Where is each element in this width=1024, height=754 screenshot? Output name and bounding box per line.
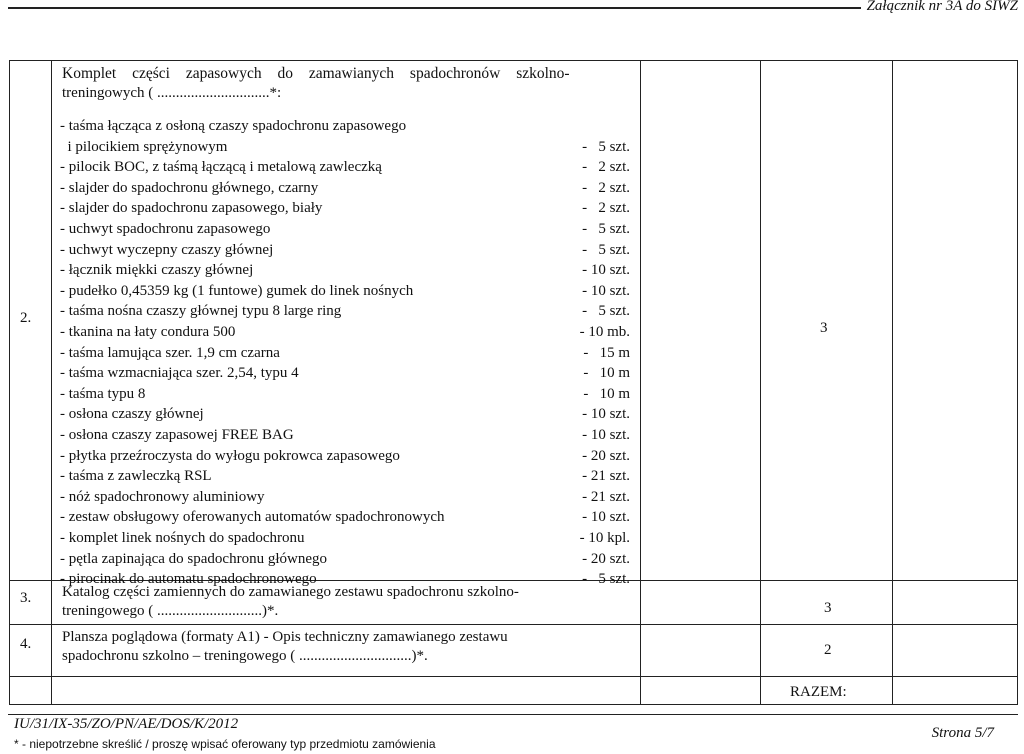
part-name: - płytka przeźroczysta do wyłogu pokrowca zapasowego — [60, 448, 400, 464]
part-name: - zestaw obsługowy oferowanych automatów spadochronowych — [60, 509, 445, 525]
list-item — [60, 446, 630, 466]
part-name: - taśma wzmacniająca szer. 2,54, typu 4 — [60, 365, 299, 381]
list-item — [60, 425, 630, 445]
part-quantity: - 5 szt. — [582, 242, 630, 258]
row-quantity: 2 — [824, 642, 832, 658]
part-name: - taśma typu 8 — [60, 386, 146, 402]
list-item — [60, 157, 630, 177]
part-name: - slajder do spadochronu zapasowego, biały — [60, 200, 323, 216]
part-quantity: - 5 szt. — [582, 303, 630, 319]
row-quantity: 3 — [820, 320, 828, 336]
part-quantity: - 5 szt. — [582, 139, 630, 155]
part-name: - uchwyt wyczepny czaszy głównej — [60, 242, 274, 258]
part-quantity: - 2 szt. — [582, 159, 630, 175]
part-quantity: - 10 szt. — [582, 283, 630, 299]
part-quantity: - 2 szt. — [582, 180, 630, 196]
row-number: 2. — [20, 310, 32, 326]
list-item — [60, 322, 630, 342]
part-name: - nóż spadochronowy aluminiowy — [60, 489, 265, 505]
part-quantity: - 10 szt. — [582, 262, 630, 278]
part-name: - osłona czaszy głównej — [60, 406, 204, 422]
list-item — [60, 466, 630, 486]
part-quantity: - 21 szt. — [582, 468, 630, 484]
document-code: IU/31/IX-35/ZO/PN/AE/DOS/K/2012 — [14, 716, 239, 732]
row-description-line2: spadochronu szkolno – treningowego ( ..............................)*. — [62, 648, 428, 664]
part-name: - tkanina na łaty condura 500 — [60, 324, 236, 340]
list-item — [60, 528, 630, 548]
list-item — [60, 178, 630, 198]
part-name: - pirocinak do automatu spadochronowego — [60, 571, 317, 587]
row-description-line2: treningowych ( ..............................*: — [62, 85, 282, 101]
part-quantity: - 5 szt. — [582, 571, 630, 587]
row-description-line1: Plansza poglądowa (formaty A1) - Opis techniczny zamawianego zestawu — [62, 629, 508, 645]
annex-title: Załącznik nr 3A do SIWZ — [861, 0, 1018, 15]
list-item — [60, 343, 630, 363]
row-number: 3. — [20, 590, 32, 606]
list-item — [60, 507, 630, 527]
list-item — [60, 487, 630, 507]
part-name: - taśma łącząca z osłoną czaszy spadochronu zapasowego — [60, 118, 407, 134]
part-name: - komplet linek nośnych do spadochronu — [60, 530, 305, 546]
row-number: 4. — [20, 636, 32, 652]
part-quantity: - 15 m — [583, 345, 630, 361]
list-item — [60, 219, 630, 239]
part-name: - taśma lamująca szer. 1,9 cm czarna — [60, 345, 280, 361]
page-number: Strona 5/7 — [931, 725, 994, 741]
part-quantity: - 5 szt. — [582, 221, 630, 237]
part-quantity: - 10 szt. — [582, 427, 630, 443]
part-name: - pudełko 0,45359 kg (1 funtowe) gumek do linek nośnych — [60, 283, 414, 299]
part-quantity: - 10 kpl. — [579, 530, 630, 546]
list-item — [60, 301, 630, 321]
part-name: - pętla zapinająca do spadochronu głównego — [60, 551, 327, 567]
part-name: - osłona czaszy zapasowej FREE BAG — [60, 427, 294, 443]
total-label: RAZEM: — [790, 684, 847, 700]
list-item — [60, 116, 630, 136]
footnote: * - niepotrzebne skreślić / proszę wpisać oferowany typ przedmiotu zamówienia — [14, 737, 436, 751]
list-item — [60, 137, 630, 157]
list-item — [60, 240, 630, 260]
row-description-line1: Katalog części zamiennych do zamawianego zestawu spadochronu szkolno- — [62, 584, 519, 600]
row-quantity: 3 — [824, 600, 832, 616]
part-name: - taśma z zawleczką RSL — [60, 468, 212, 484]
part-quantity: - 10 m — [583, 365, 630, 381]
row-description-line2: treningowego ( ............................)*. — [62, 603, 279, 619]
part-name: - łącznik miękki czaszy głównej — [60, 262, 254, 278]
list-item — [60, 260, 630, 280]
part-quantity: - 20 szt. — [582, 551, 630, 567]
part-quantity: - 20 szt. — [582, 448, 630, 464]
list-item — [60, 404, 630, 424]
list-item — [60, 363, 630, 383]
part-name: - slajder do spadochronu głównego, czarny — [60, 180, 319, 196]
row-description-line1: Komplet części zapasowych do zamawianych spadochronów szkolno- — [62, 65, 570, 82]
part-name: - pilocik BOC, z taśmą łączącą i metalową zawleczką — [60, 159, 382, 175]
part-quantity: - 10 m — [583, 386, 630, 402]
part-quantity: - 2 szt. — [582, 200, 630, 216]
footer-rule — [8, 714, 1018, 715]
part-quantity: - 10 mb. — [579, 324, 630, 340]
list-item — [60, 198, 630, 218]
part-name: - uchwyt spadochronu zapasowego — [60, 221, 271, 237]
part-quantity: - 10 szt. — [582, 406, 630, 422]
list-item — [60, 281, 630, 301]
list-item — [60, 549, 630, 569]
part-quantity: - 10 szt. — [582, 509, 630, 525]
list-item — [60, 384, 630, 404]
part-name: - taśma nośna czaszy głównej typu 8 large ring — [60, 303, 342, 319]
part-name: i pilocikiem sprężynowym — [60, 139, 228, 155]
part-quantity: - 21 szt. — [582, 489, 630, 505]
